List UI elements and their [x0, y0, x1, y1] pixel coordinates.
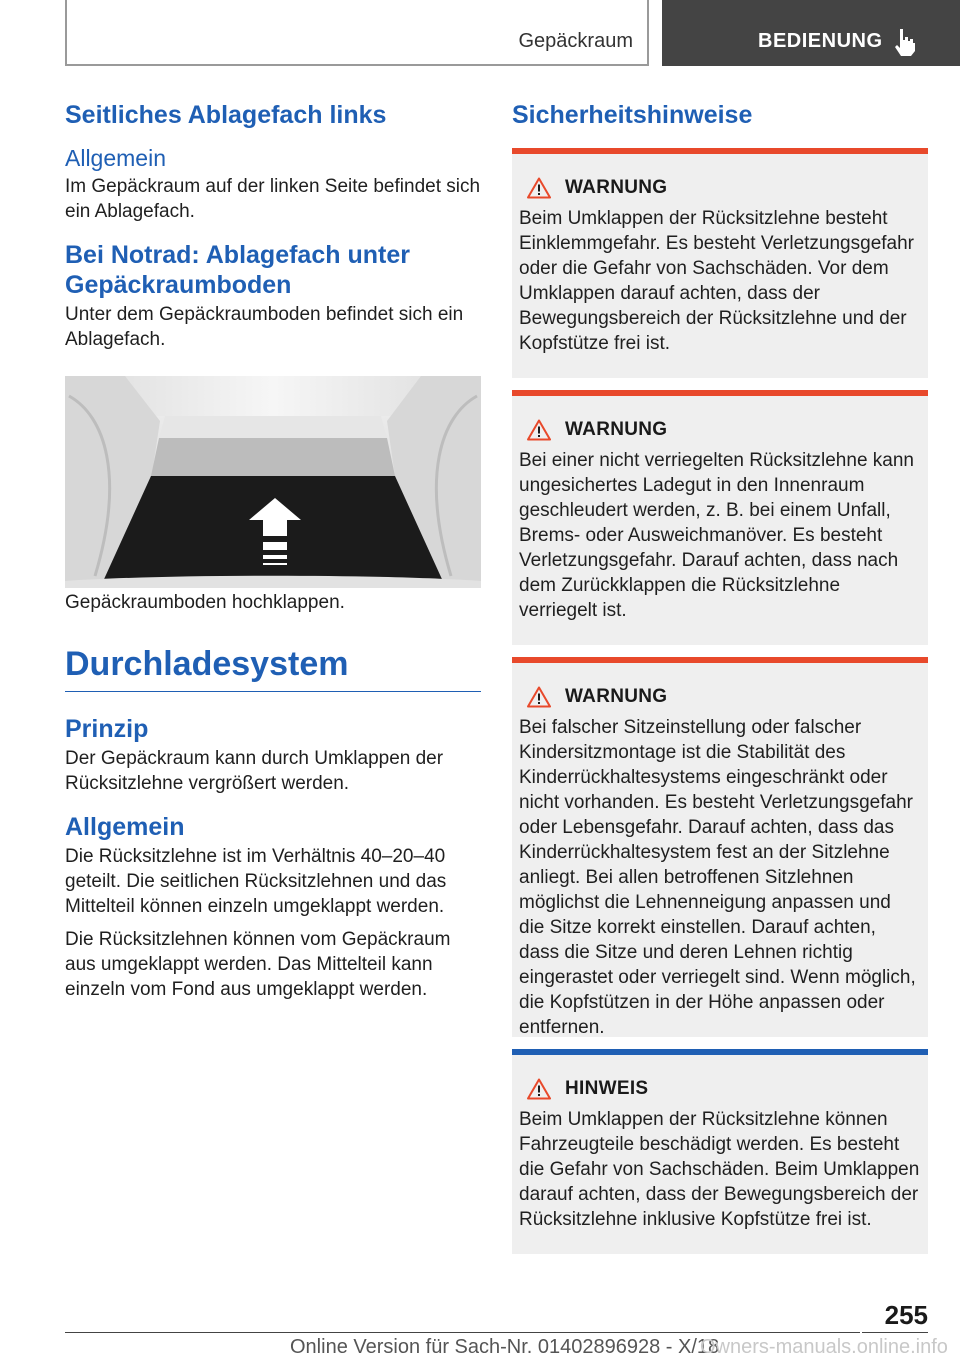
figure-caption: Gepäckraumboden hochklappen.: [65, 592, 345, 613]
warning-triangle-icon: [527, 177, 551, 199]
warning-header: [519, 416, 920, 444]
footer-watermark: Owners-manuals.online.info: [700, 1336, 948, 1358]
warning-triangle-icon: [527, 419, 551, 441]
warning-box-2: [512, 390, 928, 645]
footer-online-version: Online Version für Sach-Nr. 01402896928 - X/18: [290, 1336, 720, 1358]
section-title-ablagefach: Seitliches Ablagefach links: [65, 101, 387, 129]
chapter-title-durchladesystem: Durchladesystem: [65, 643, 481, 692]
warning-header: [519, 174, 920, 202]
subheading-allgemein-1: Allgemein: [65, 145, 166, 171]
warning-text: Beim Umklappen der Rücksitzlehne besteht Einklemmgefahr. Es besteht Verletzungsgefahr oder die Gefahr von Sachschäden. Vor dem Umklappen darauf achten, dass der Bewegungsbereich der Rücksitzlehne und der Kopfstütze frei ist.: [519, 208, 915, 354]
paragraph-allgemein-1: Die Rücksitzlehne ist im Verhältnis 40–20–40 geteilt. Die seitlichen Rücksitzlehnen und das Mittelteil können einzeln umgeklappt werden.: [65, 846, 447, 917]
subheading-prinzip: Prinzip: [65, 715, 149, 743]
section-title-sicherheitshinweise: Sicherheitshinweise: [512, 101, 753, 129]
notice-label: HINWEIS: [565, 1078, 649, 1099]
warning-label: WARNUNG: [565, 419, 668, 440]
warning-box-1: [512, 148, 928, 378]
luggage-floor-illustration: [65, 376, 481, 588]
notice-text: Beim Umklappen der Rücksitzlehne können Fahrzeugteile beschädigt werden. Es besteht die Gefahr von Sachschäden. Beim Umklappen darauf achten, dass der Bewegungsbereich der Rücksitzlehne inklusive Kopfstütze frei ist.: [519, 1109, 920, 1230]
subheading-allgemein-2: Allgemein: [65, 813, 185, 841]
notice-triangle-icon: [527, 1078, 551, 1100]
warning-label: WARNUNG: [565, 686, 668, 707]
header-section-tab: [65, 0, 649, 66]
warning-header: [519, 683, 920, 711]
paragraph-ablagefach: Im Gepäckraum auf der linken Seite befindet sich ein Ablagefach.: [65, 176, 481, 222]
warning-triangle-icon: [527, 686, 551, 708]
warning-text: Bei einer nicht verriegelten Rücksitzlehne kann ungesichertes Ladegut in den Innenraum geschleudert werden, z. B. bei einem Unfall, Brems- oder Ausweichmanöver. Es besteht Verletzungsgefahr. Darauf achten, dass nach dem Zurückklappen die Rücksitzlehne verriegelt ist.: [519, 450, 914, 621]
notice-box: [512, 1049, 928, 1254]
trunk-floor-image: [65, 376, 481, 588]
warning-box-3: [512, 657, 928, 1037]
paragraph-notrad: Unter dem Gepäckraumboden befindet sich ein Ablagefach.: [65, 304, 464, 350]
page-number: 255: [884, 1300, 928, 1330]
footer-divider-right: [862, 1332, 928, 1333]
header-section-label: Gepäckraum: [518, 30, 633, 52]
right-column: [512, 100, 928, 1254]
warning-text: Bei falscher Sitzeinstellung oder falscher Kindersitzmontage ist die Stabilität des Kinderrückhaltesystems eingeschränkt oder nicht vorhanden. Es besteht Verletzungsgefahr oder Lebensgefahr. Darauf achten, dass das Kinderrückhaltesystem fest an der Sitzlehne anliegt. Bei allen betroffenen Sitzlehnen möglichst die Lehnenneigung anpassen und die Sitze korrekt einstellen. Darauf achten, dass die Sitze und deren Lehnen richtig eingerastet oder verriegelt sind. Wenn möglich, die Kopfstützen in der Höhe anpassen oder entfernen.: [519, 717, 916, 1038]
footer-divider: [65, 1332, 860, 1333]
paragraph-allgemein-2: Die Rücksitzlehnen können vom Gepäckraum aus umgeklappt werden. Das Mittelteil kann einzeln vom Fond aus umgeklappt werden.: [65, 929, 451, 1000]
header-chapter-tab: [662, 0, 960, 66]
left-column: [65, 100, 481, 1002]
notice-header: [519, 1075, 920, 1103]
subheading-notrad: Bei Notrad: Ablagefach unter Gepäckraumboden: [65, 241, 410, 299]
paragraph-prinzip: Der Gepäckraum kann durch Umklappen der Rücksitzlehne vergrößert werden.: [65, 748, 444, 794]
header-chapter-label: BEDIENUNG: [758, 30, 883, 52]
hand-pointer-icon: [890, 27, 920, 57]
warning-label: WARNUNG: [565, 177, 668, 198]
